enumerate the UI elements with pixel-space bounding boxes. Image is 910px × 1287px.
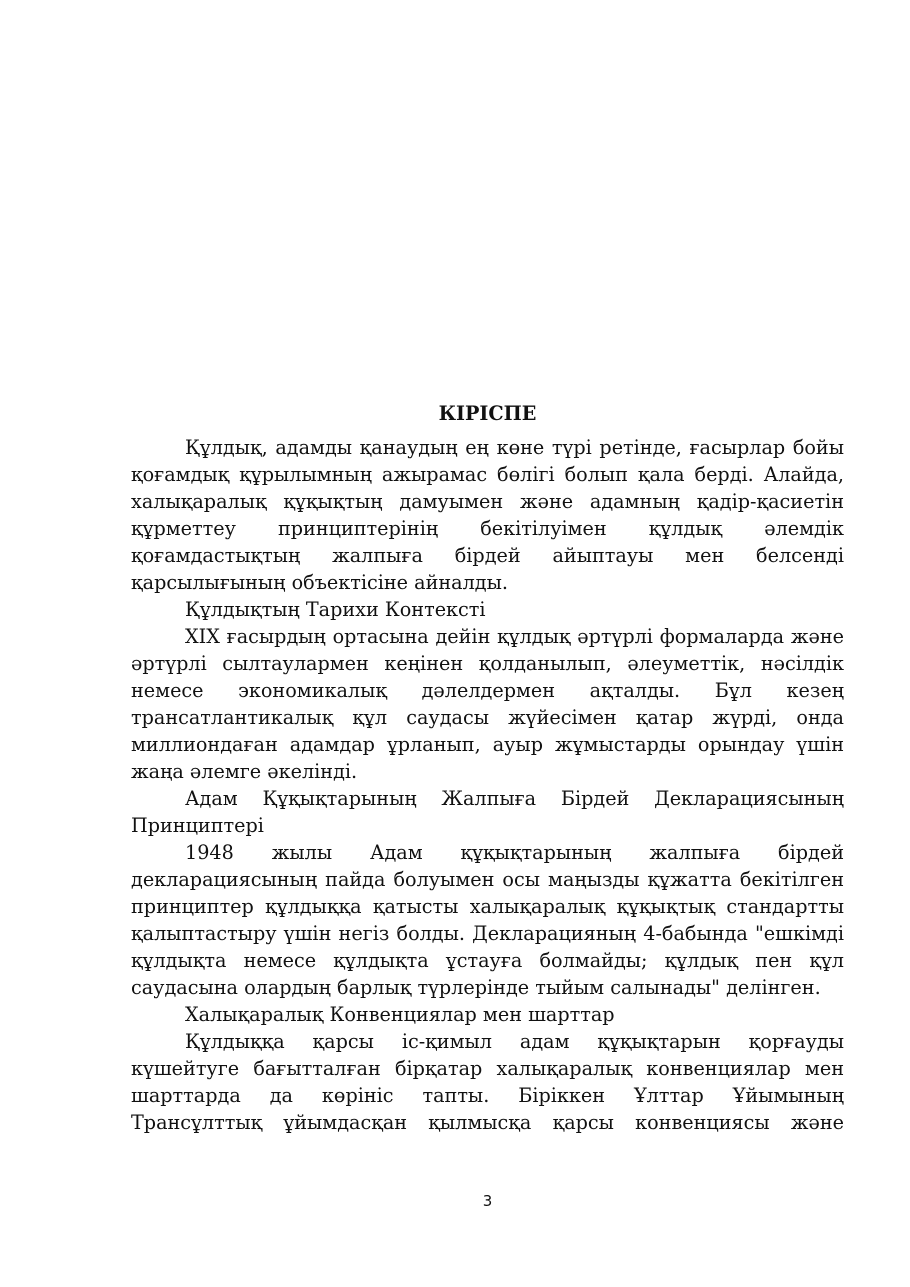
section-heading: КІРІСПЕ: [438, 402, 537, 425]
subheading-international-conventions: Халықаралық Конвенциялар мен шарттар: [185, 1003, 615, 1026]
subheading-historical-context: Құлдықтың Тарихи Контексті: [185, 598, 486, 621]
page-number: 3: [482, 1192, 493, 1210]
paragraph-intro: Құлдық, адамды қанаудың ең көне түрі ретінде, ғасырлар бойы қоғамдық құрылымның ажырамас бөлігі болып қала берді. Алайда, халықаралық құқықтың дамуымен және адамның қадір-қасиетін құрметтеу принциптерінің бекітілуімен құлдық әлемдік қоғамдастықтың жалпыға бірдей айыптауы мен белсенді қарсылығының объектісіне айналды.: [131, 436, 844, 594]
subheading-declaration-principles: Адам Құқықтарының Жалпыға Бірдей Декларациясының Принциптері: [131, 787, 844, 837]
paragraph-historical-context: XIX ғасырдың ортасына дейін құлдық әртүрлі формаларда және әртүрлі сылтаулармен кеңінен қолданылып, әлеуметтік, нәсілдік немесе экономикалық дәлелдермен ақталды. Бұл кезең трансатлантикалық құл саудасы жүйесімен қатар жүрді, онда миллиондаған адамдар ұрланып, ауыр жұмыстарды орындау үшін жаңа әлемге әкелінді.: [131, 625, 844, 783]
document-body: [131, 400, 844, 1136]
paragraph-declaration-principles: 1948 жылы Адам құқықтарының жалпыға бірдей декларациясының пайда болуымен осы маңызды құжатта бекітілген принциптер құлдыққа қатысты халықаралық құқықтық стандартты қалыптастыру үшін негіз болды. Декларацияның 4-бабында "ешкімді құлдықта немесе құлдықта ұстауға болмайды; құлдық пен құл саудасына олардың барлық түрлерінде тыйым салынады" делінген.: [131, 841, 844, 999]
paragraph-international-conventions: Құлдыққа қарсы іс-қимыл адам құқықтарын қорғауды күшейтуге бағытталған бірқатар халықаралық конвенциялар мен шарттарда да көрініс тапты. Біріккен Ұлттар Ұйымының Трансұлттық ұйымдасқан қылмысқа қарсы конвенциясы және: [131, 1030, 844, 1134]
